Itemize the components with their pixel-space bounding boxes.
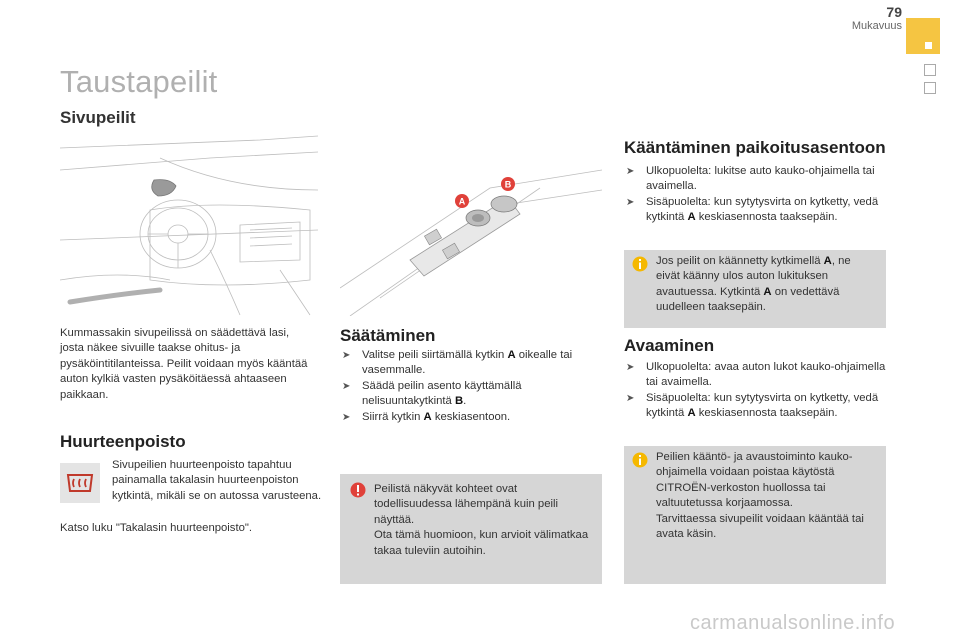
arrow-bullet-icon: ➤: [626, 196, 635, 208]
exclamation-icon: [350, 482, 366, 498]
arrow-bullet-icon: ➤: [342, 380, 351, 392]
arrow-bullet-icon: ➤: [626, 392, 635, 404]
section-label: Mukavuus: [851, 20, 902, 32]
list-item: ➤ Sisäpuolelta: kun sytytysvirta on kytketty, vedä kytkintä A keskiasennosta taaksepäin.: [626, 391, 879, 420]
defrost-heading: Huurteenpoisto: [60, 432, 186, 451]
arrow-bullet-icon: ➤: [342, 350, 351, 361]
section-tab[interactable]: [906, 18, 940, 54]
opening-info-text: Peilien kääntö- ja avaustoiminto kauko-ohjaimella voidaan poistaa käytöstä CITROËN-verkoston huollossa tai valtuutetussa korjaamossa. Tarvittaessa sivupeilit voidaan kääntää tai avata käsin.: [656, 451, 864, 541]
opening-list: [624, 360, 886, 422]
list-item: ➤ Ulkopuolelta: lukitse auto kauko-ohjaimella tai avaimella.: [626, 165, 875, 193]
arrow-bullet-icon: ➤: [626, 166, 635, 177]
label-a: A: [458, 196, 466, 207]
label-b: B: [504, 179, 512, 190]
mirror-switch-illustration: [340, 168, 602, 316]
info-icon: [632, 452, 648, 468]
defrost-text: Sivupeilien huurteenpoisto tapahtuu painamalla takalasin huurteenpoiston kytkintä, mikäli se on autossa varusteena.: [112, 459, 322, 502]
list-item: ➤ Siirrä kytkin A keskiasentoon.: [340, 410, 602, 425]
intro-paragraph: Kummassakin sivupeilissä on säädettävä lasi, josta näkee sivuille taakse ohitus- ja pysäköintitilanteissa. Peilit voidaan myös kääntää auton kylkiä vasten pysäköitäessä ahtaaseen paikkaan.: [60, 327, 308, 401]
arrow-bullet-icon: ➤: [342, 411, 351, 423]
list-item: ➤ Sisäpuolelta: kun sytytysvirta on kytketty, vedä kytkintä A keskiasennosta taaksepäin.: [626, 195, 879, 224]
defrost-reference: Katso luku "Takalasin huurteenpoisto".: [60, 522, 253, 534]
watermark: carmanualsonline.info: [690, 612, 896, 634]
page-title: Taustapeilit: [60, 64, 218, 99]
car-interior-illustration: [60, 130, 318, 320]
nav-square-2[interactable]: [924, 82, 936, 94]
warning-text: Peilistä näkyvät kohteet ovat todellisuudessa lähempänä kuin peili näyttää. Ota tämä huomioon, kun arvioit välimatkaa takaa tuleviin autoihin.: [374, 483, 589, 557]
opening-heading: Avaaminen: [624, 336, 715, 355]
list-item: ➤ Säädä peilin asento käyttämällä nelisuuntakytkintä B.: [342, 379, 522, 408]
folding-list: [624, 164, 886, 226]
folding-heading: Kääntäminen paikoitusasentoon: [624, 138, 886, 157]
list-item: ➤ Valitse peili siirtämällä kytkin A oikealle tai vasemmalle.: [342, 349, 573, 377]
info-icon: [632, 256, 648, 272]
mirror-defrost-icon: [60, 463, 100, 503]
tab-marker: [925, 42, 932, 49]
adjustment-heading: Säätäminen: [340, 326, 436, 345]
section-subtitle: Sivupeilit: [60, 108, 136, 127]
list-item: ➤ Ulkopuolelta: avaa auton lukot kauko-ohjaimella tai avaimella.: [626, 361, 886, 389]
page-number: 79: [886, 4, 902, 20]
arrow-bullet-icon: ➤: [626, 362, 635, 373]
folding-info-text: Jos peilit on käännetty kytkimellä A, ne eivät käänny ulos auton lukituksen avautuessa. Kytkintä A on vedettävä uudelleen taaksepäin.: [656, 255, 851, 314]
adjustment-list: [340, 348, 602, 425]
nav-square-1[interactable]: [924, 64, 936, 76]
